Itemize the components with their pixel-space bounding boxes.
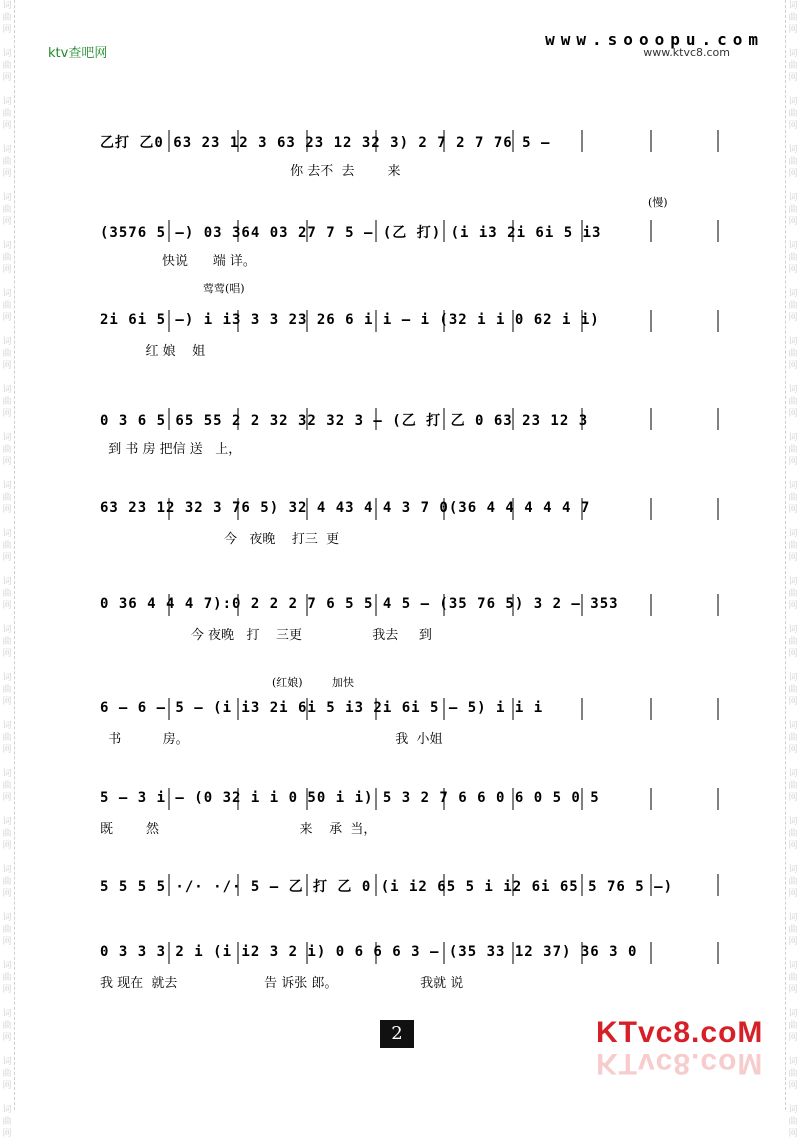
performance-mark: (慢) <box>648 196 668 209</box>
left-watermark-strip: 词 曲 网 词 曲 网 词 曲 网 词 曲 网 词 曲 网 词 曲 网 词 曲 网 词 曲 网 词 曲 网 词 曲 网 词 曲 网 词 曲 网 词 曲 网 词 曲 网 词 曲 网 词 曲 网 词 曲 网 词 曲 网 词 曲 网 词 曲 网 词 曲 网 词 曲 网 词 曲 网 词 曲 网 <box>0 0 15 1110</box>
site-watermark-secondary: www.ktvc8.com <box>643 46 730 59</box>
site-logo-reflection: KTvc8.coM <box>596 1047 764 1080</box>
lyric-line: 今 夜晚 打 三更 我去 到 <box>100 628 432 643</box>
score-line <box>100 132 720 192</box>
score-line <box>100 500 720 560</box>
performance-mark: (红娘) <box>272 676 303 689</box>
notation-line: 2i 6i 5 —) i i3 3 3 23 26 6 i i — i (32 i i 0 62 i i) <box>100 312 600 328</box>
lyric-line: 快说 端 详。 <box>100 254 256 269</box>
notation-line: 5 5 5 5 ·/· ·/· 5 — 乙 打 乙 0 (i i2 65 5 i i2 6i 65 5 76 5 —) <box>100 879 674 895</box>
notation-line: (3576 5 —) 03 364 03 27 7 5 — (乙 打) (i i3 2i 6i 5 i3 <box>100 225 602 241</box>
score-line <box>100 596 720 656</box>
score-line <box>100 790 720 850</box>
notation-line: 乙打 乙0 63 23 12 3 63 23 12 32 3) 2 7 2 7 76 5 — <box>100 135 551 151</box>
notation-line: 6 — 6 — 5 — (i i3 2i 6i 5 i3 2i 6i 5 — 5) i i i <box>100 700 544 716</box>
page-number: 2 <box>380 1020 414 1048</box>
notation-line: 63 23 12 32 3 76 5) 32 4 43 4 4 3 7 0(36 4 4 4 4 4 7 <box>100 500 591 516</box>
score-line <box>100 944 720 1004</box>
lyric-line: 书 房。 我 小姐 <box>100 732 443 747</box>
lyric-line: 你 去不 去 来 <box>100 164 401 179</box>
score-line <box>100 410 720 470</box>
right-watermark-strip: 词 曲 网 词 曲 网 词 曲 网 词 曲 网 词 曲 网 词 曲 网 词 曲 网 词 曲 网 词 曲 网 词 曲 网 词 曲 网 词 曲 网 词 曲 网 词 曲 网 词 曲 网 词 曲 网 词 曲 网 词 曲 网 词 曲 网 词 曲 网 词 曲 网 词 曲 网 词 曲 网 词 曲 网 <box>785 0 800 1110</box>
notation-line: 0 3 3 3 2 i (i i2 3 2 i) 0 6 6 6 3 — (35 33 12 37) 36 3 0 <box>100 944 638 960</box>
lyric-line: 红 娘 姐 <box>100 344 206 359</box>
lyric-line: 既 然 来 承 当， <box>100 822 377 837</box>
site-logo: KTvc8.coM <box>596 1016 764 1049</box>
score-line <box>100 282 720 372</box>
notation-line: 0 3 6 5 65 55 2 2 32 32 32 3 — (乙 打 乙 0 63 23 12 3 <box>100 413 589 429</box>
lyric-line: 我 现在 就去 告 诉张 郎。 我就 说 <box>100 976 464 991</box>
brand-watermark: ktv查吧网 <box>48 46 108 61</box>
performance-mark: 莺莺(唱) <box>203 282 245 295</box>
lyric-line: 今 夜晚 打三 更 <box>100 532 340 547</box>
score-line <box>100 196 720 282</box>
performance-mark: 加快 <box>332 676 354 689</box>
score-line <box>100 676 720 760</box>
site-watermark: www.sooopu.com <box>545 30 764 49</box>
lyric-line: 到 书 房 把信 送 上， <box>100 442 242 457</box>
notation-line: 5 — 3 i — (0 32 i i 0 50 i i) 5 3 2 7 6 6 0 6 0 5 0 5 <box>100 790 600 806</box>
score-line <box>100 876 720 936</box>
notation-line: 0 36 4 4 4 7):0 2 2 2 7 6 5 5 4 5 — (35 76 5) 3 2 — 353 <box>100 596 619 612</box>
